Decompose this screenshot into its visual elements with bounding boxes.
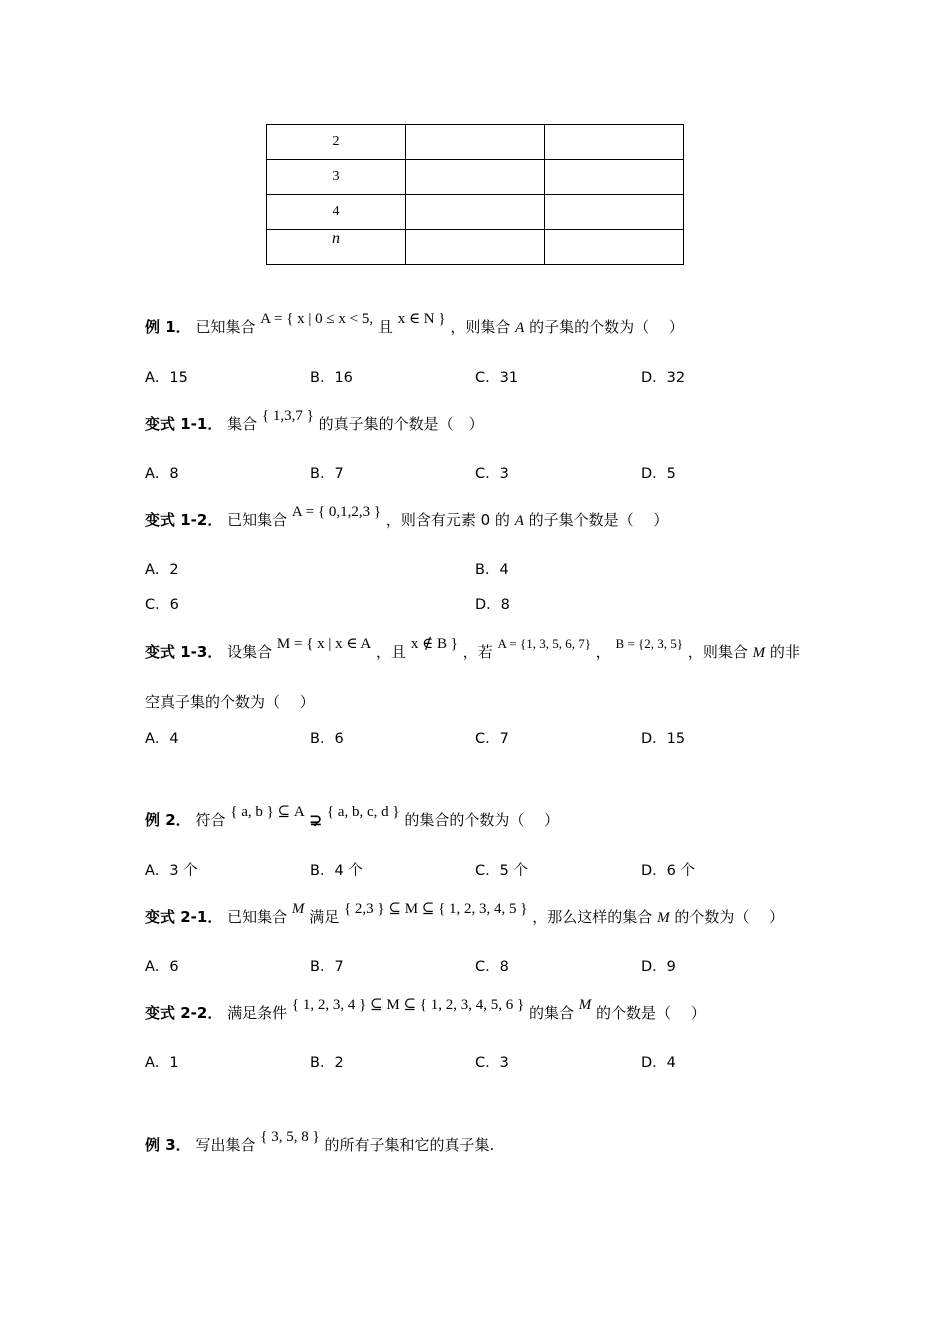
- option-c[interactable]: C．31: [475, 370, 519, 386]
- table-row: [267, 195, 684, 230]
- table-row: [267, 125, 684, 160]
- question-text: 空真子集的个数为（ ）: [145, 693, 315, 711]
- question-text: 的真子集的个数是（ ）: [318, 415, 484, 433]
- options-variant-1-2-row1: [145, 558, 825, 578]
- table-cell: 4: [267, 195, 406, 230]
- option-a[interactable]: A．15: [145, 370, 188, 386]
- options-variant-1-2-row2: [145, 593, 825, 613]
- option-b[interactable]: B．7: [310, 959, 344, 975]
- question-label: 变式 1-3．: [145, 643, 223, 661]
- option-d[interactable]: D．32: [641, 370, 686, 386]
- question-text: ，那么这样的集合: [532, 908, 653, 926]
- option-a[interactable]: A．1: [145, 1055, 179, 1071]
- question-text: 的个数为（ ）: [674, 908, 785, 926]
- question-label: 例 2．: [145, 811, 191, 829]
- math-expression: M = { x | x ∈ A: [276, 636, 372, 652]
- question-text: 的集合: [528, 1004, 574, 1022]
- math-expression: { 1, 2, 3, 4 } ⊆ M ⊆ { 1, 2, 3, 4, 5, 6 }: [291, 997, 525, 1013]
- option-d[interactable]: D．5: [641, 466, 676, 482]
- option-b[interactable]: B．4 个: [310, 863, 363, 879]
- question-label: 变式 1-2．: [145, 511, 223, 529]
- question-example-3: [145, 1129, 495, 1155]
- question-text: 的非: [769, 643, 800, 661]
- table-cell: n: [267, 230, 406, 265]
- question-text: ，则含有元素 0 的: [385, 511, 510, 529]
- question-variant-1-2: [145, 504, 669, 530]
- math-variable: M: [578, 997, 592, 1013]
- question-variant-1-3: [145, 636, 800, 662]
- question-text: 的集合的个数为（ ）: [404, 811, 560, 829]
- question-example-2: [145, 804, 560, 830]
- option-d[interactable]: D．8: [475, 597, 510, 613]
- table-cell: [545, 195, 684, 230]
- question-text: 满足条件: [227, 1004, 288, 1022]
- options-variant-1-3: [145, 727, 825, 747]
- question-text: 已知集合: [227, 908, 288, 926]
- math-expression: A = { x | 0 ≤ x < 5,: [260, 311, 374, 327]
- table-cell: [545, 160, 684, 195]
- number-table: [266, 124, 684, 265]
- option-c[interactable]: C．5 个: [475, 863, 528, 879]
- option-c[interactable]: C．8: [475, 959, 509, 975]
- option-b[interactable]: B．7: [310, 466, 344, 482]
- math-variable: M: [752, 645, 766, 661]
- math-expression: x ∉ B }: [410, 636, 458, 652]
- math-expression: { a, b } ⊆ A: [230, 804, 305, 820]
- math-expression: A = {1, 3, 5, 6, 7}: [497, 636, 591, 651]
- option-a[interactable]: A．3 个: [145, 863, 198, 879]
- question-variant-2-1: [145, 901, 785, 927]
- table-cell: [406, 125, 545, 160]
- table-row: [267, 160, 684, 195]
- table-cell: [545, 125, 684, 160]
- math-expression: A = { 0,1,2,3 }: [291, 504, 382, 520]
- question-text: 集合: [227, 415, 258, 433]
- question-example-1: [145, 311, 684, 337]
- math-variable: M: [657, 910, 670, 926]
- option-d[interactable]: D．9: [641, 959, 676, 975]
- option-a[interactable]: A．4: [145, 731, 179, 747]
- option-b[interactable]: B．2: [310, 1055, 344, 1071]
- table-cell: [406, 160, 545, 195]
- option-a[interactable]: A．6: [145, 959, 179, 975]
- math-expression: { 1,3,7 }: [261, 408, 314, 424]
- table-cell: [545, 230, 684, 265]
- option-c[interactable]: C．6: [145, 597, 179, 613]
- question-text: 的子集的个数为（ ）: [529, 318, 684, 336]
- math-expression: { 3, 5, 8 }: [260, 1129, 320, 1145]
- question-text: 符合: [195, 811, 226, 829]
- option-a[interactable]: A．2: [145, 562, 179, 578]
- option-d[interactable]: D．6 个: [641, 863, 695, 879]
- proper-superset-symbol: ⊋: [309, 813, 323, 829]
- table-cell: [406, 230, 545, 265]
- table-cell: 3: [267, 160, 406, 195]
- question-label: 变式 2-2．: [145, 1004, 223, 1022]
- table-cell: [406, 195, 545, 230]
- option-c[interactable]: C．3: [475, 1055, 509, 1071]
- question-text: 的子集个数是（ ）: [528, 511, 669, 529]
- math-expression: { a, b, c, d }: [326, 804, 400, 820]
- table-row: [267, 230, 684, 265]
- option-c[interactable]: C．3: [475, 466, 509, 482]
- option-d[interactable]: D．15: [641, 731, 686, 747]
- math-variable: A: [515, 320, 525, 336]
- math-expression: x ∈ N }: [397, 311, 446, 327]
- question-text: ，且: [376, 643, 407, 661]
- question-text: ，若: [462, 643, 493, 661]
- question-text: 且: [377, 318, 393, 336]
- math-expression: B = {2, 3, 5}: [615, 636, 684, 651]
- question-variant-2-2: [145, 997, 706, 1023]
- question-variant-1-3-continued: [145, 691, 315, 712]
- question-label: 变式 1-1．: [145, 415, 223, 433]
- question-text: ，则集合: [687, 643, 748, 661]
- math-variable: A: [514, 513, 524, 529]
- options-example-1: [145, 366, 825, 386]
- question-text: ，: [595, 643, 611, 661]
- question-text: 已知集合: [195, 318, 256, 336]
- options-example-2: [145, 859, 825, 879]
- question-text: ，则集合: [450, 318, 511, 336]
- question-label: 例 1．: [145, 318, 191, 336]
- question-variant-1-1: [145, 408, 484, 434]
- option-c[interactable]: C．7: [475, 731, 509, 747]
- option-b[interactable]: B．4: [475, 562, 509, 578]
- question-text: 满足: [309, 908, 340, 926]
- option-b[interactable]: B．6: [310, 731, 344, 747]
- option-a[interactable]: A．8: [145, 466, 179, 482]
- question-text: 已知集合: [227, 511, 288, 529]
- option-d[interactable]: D．4: [641, 1055, 676, 1071]
- option-b[interactable]: B．16: [310, 370, 353, 386]
- question-text: 的个数是（ ）: [596, 1004, 706, 1022]
- math-variable: M: [291, 901, 305, 917]
- question-text: 写出集合: [195, 1136, 256, 1154]
- question-text: 的所有子集和它的真子集.: [324, 1136, 495, 1154]
- options-variant-2-2: [145, 1051, 825, 1071]
- options-variant-1-1: [145, 462, 825, 482]
- question-label: 变式 2-1．: [145, 908, 223, 926]
- math-expression: { 2,3 } ⊆ M ⊆ { 1, 2, 3, 4, 5 }: [343, 901, 528, 917]
- question-label: 例 3．: [145, 1136, 191, 1154]
- options-variant-2-1: [145, 955, 825, 975]
- table-cell: 2: [267, 125, 406, 160]
- question-text: 设集合: [227, 643, 273, 661]
